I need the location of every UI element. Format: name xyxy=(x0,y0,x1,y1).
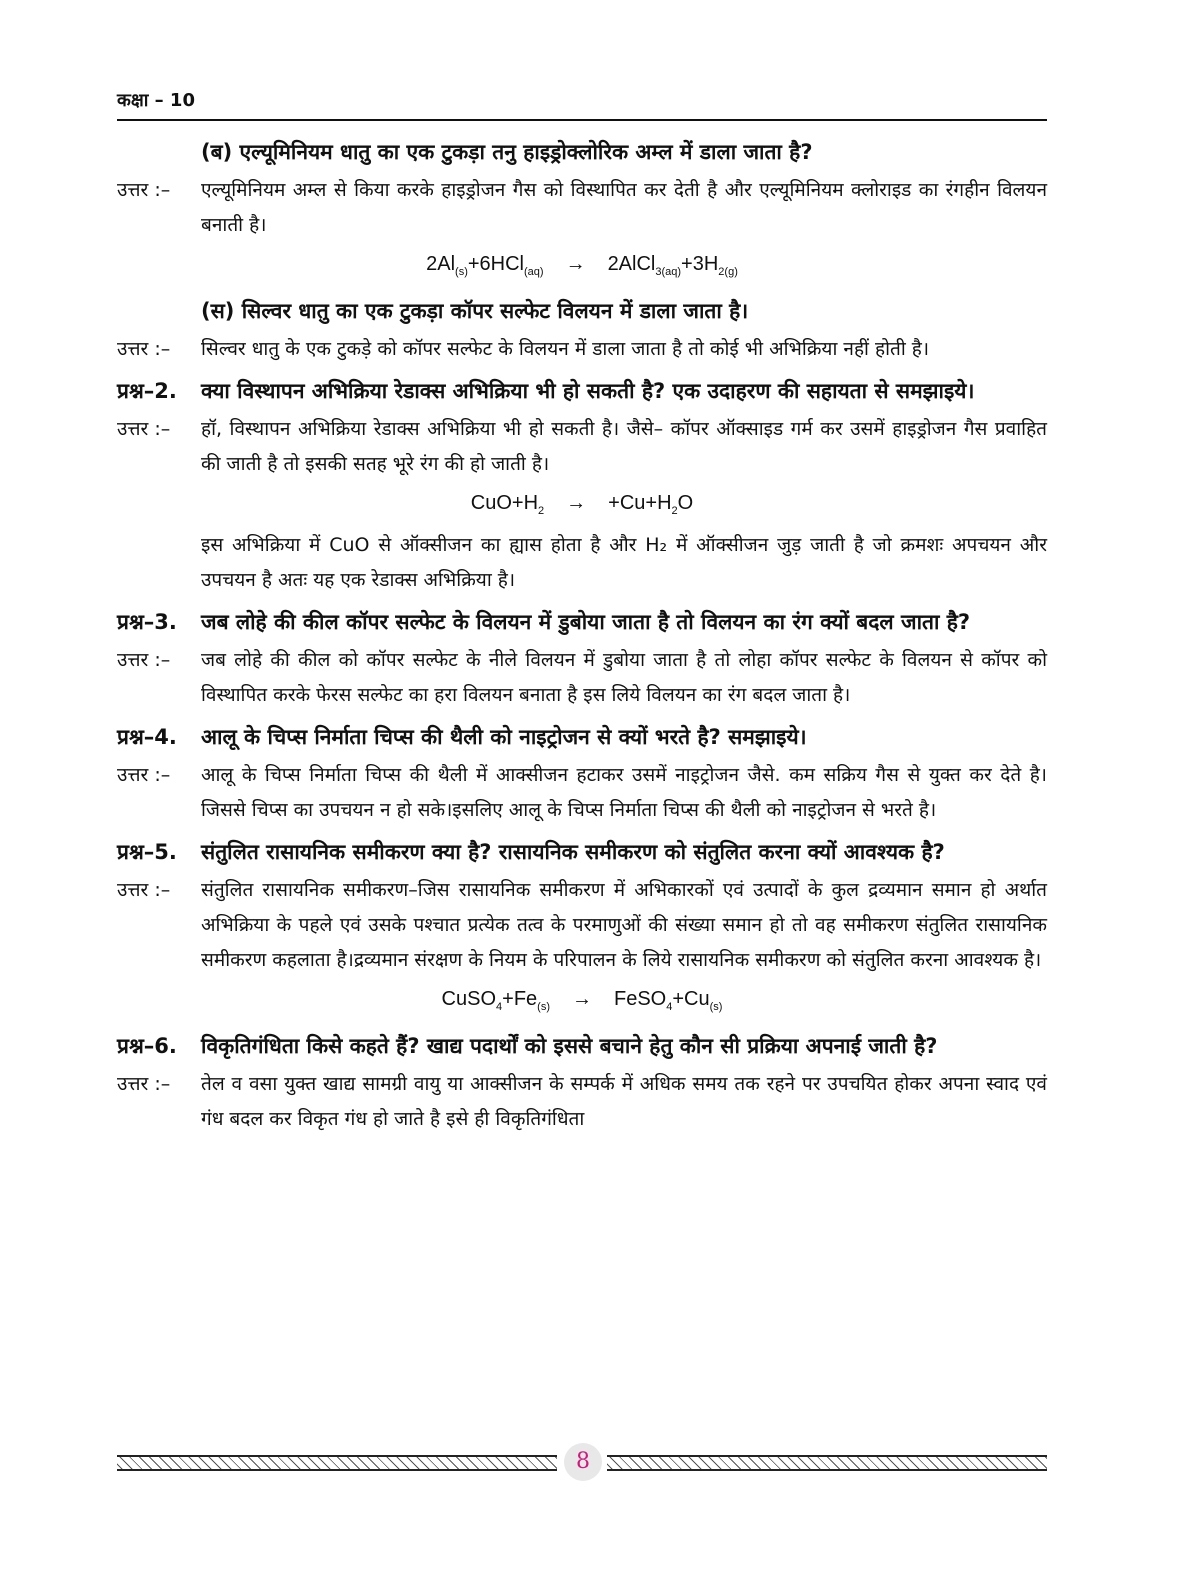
header-label: कक्षा – 10 xyxy=(117,90,195,111)
question xyxy=(117,835,1047,869)
arrow-icon: → xyxy=(572,988,592,1010)
answer-line: सिल्वर धातु के एक टुकड़े को कॉपर सल्फेट के विलयन में डाला जाता है तो कोई भी अभिक्रिया नहीं होती है। xyxy=(201,338,930,360)
arrow-icon: → xyxy=(565,253,586,275)
answer-label: उत्तर :– xyxy=(117,649,171,671)
equation-subscript: 2 xyxy=(671,505,678,517)
chemical-equation xyxy=(117,249,1047,287)
equation-term: CuO+H xyxy=(470,492,539,514)
equation-subscript: (s) xyxy=(709,1001,723,1013)
answer-label: उत्तर :– xyxy=(117,879,171,901)
question xyxy=(117,720,1047,754)
sub-question-text: (ब) एल्यूमिनियम धातु का एक टुकड़ा तनु हाइड्रोक्लोरिक अम्ल में डाला जाता है? xyxy=(201,140,813,164)
question-text: विकृतिगंधिता किसे कहते हैं? खाद्य पदार्थों को इससे बचाने हेतु कौन सी प्रक्रिया अपनाई जाती है? xyxy=(201,1034,938,1058)
equation-term: 2AlCl xyxy=(607,253,656,275)
answer-text xyxy=(201,1067,1047,1137)
sub-question xyxy=(201,294,1047,328)
equation-rhs xyxy=(607,253,738,278)
equation-term: O xyxy=(677,492,694,514)
arrow-icon: → xyxy=(566,492,587,514)
page-footer xyxy=(117,1445,1047,1479)
equation-lhs xyxy=(426,253,544,278)
sub-question xyxy=(201,135,1047,169)
chemical-equation xyxy=(117,984,1047,1022)
equation-term: 2Al xyxy=(426,253,456,275)
answer-line: जब लोहे की कील को कॉपर सल्फेट के नीले विलयन में डुबोया जाता है तो लोहा कॉपर सल्फेट के विलयन से कॉपर को विस्थापित करके फेरस सल्फेट का हरा विलयन बनाता है इस लिये विलयन का रंग बदल जाता है। xyxy=(201,649,1047,706)
question-label: प्रश्न–4. xyxy=(117,725,177,749)
equation-term: +6HCl xyxy=(467,253,524,275)
equation-subscript: 4 xyxy=(666,1001,673,1013)
question-label: प्रश्न–5. xyxy=(117,840,177,864)
question xyxy=(117,374,1047,408)
answer xyxy=(117,332,1047,367)
sub-question-text: (स) सिल्वर धातु का एक टुकड़ा कॉपर सल्फेट विलयन में डाला जाता है। xyxy=(201,299,749,323)
answer xyxy=(117,412,1047,482)
answer-line: आलू के चिप्स निर्माता चिप्स की थैली में आक्सीजन हटाकर उसमें नाइट्रोजन जैसे. कम सक्रिय गैस से युक्त कर देते है। जिससे चिप्स का उपचयन न हो सके।इसलिए आलू के चिप्स निर्माता चिप्स की थैली को नाइट्रोजन से भरते है। xyxy=(201,764,1047,821)
header-rule xyxy=(117,119,1047,121)
answer-line: संतुलित रासायनिक समीकरण–जिस रासायनिक समीकरण में अभिकारकों एवं उत्पादों के कुल द्रव्यमान समान हो अर्थात अभिक्रिया के पहले एवं उसके पश्चात प्रत्येक तत्व के परमाणुओं की संख्या समान हो तो वह समीकरण संतुलित रासायनिक समीकरण कहलाता है।द्रव्यमान संरक्षण के नियम के परिपालन के लिये रासायनिक समीकरण को संतुलित करना आवश्यक है। xyxy=(201,879,1047,971)
equation-term: +Cu+H xyxy=(608,492,672,514)
question-text: आलू के चिप्स निर्माता चिप्स की थैली को नाइट्रोजन से क्यों भरते है? समझाइये। xyxy=(201,725,807,749)
chemical-equation xyxy=(117,488,1047,526)
question-label: प्रश्न–6. xyxy=(117,1034,177,1058)
equation-term: +Fe xyxy=(502,988,538,1010)
equation-rhs xyxy=(614,988,723,1013)
equation-subscript: (s) xyxy=(455,266,468,278)
decorative-border-right xyxy=(607,1455,1047,1471)
equation-term: +Cu xyxy=(672,988,710,1010)
answer-label: उत्तर :– xyxy=(117,418,171,440)
equation-subscript: 2 xyxy=(538,505,545,517)
equation-subscript: 3(aq) xyxy=(655,266,682,278)
page-content xyxy=(117,128,1047,1137)
answer-label: उत्तर :– xyxy=(117,338,171,360)
question-text: संतुलित रासायनिक समीकरण क्या है? रासायनिक समीकरण को संतुलित करना क्यों आवश्यक है? xyxy=(201,840,945,864)
answer-text xyxy=(201,412,1047,482)
equation-lhs xyxy=(441,988,550,1013)
answer-line: हॉ, विस्थापन अभिक्रिया रेडाक्स अभिक्रिया भी हो सकती है। जैसे– कॉपर ऑक्साइड गर्म कर उसमें हाइड्रोजन गैस प्रवाहित की जाती है तो इसकी सतह भूरे रंग की हो जाती है। xyxy=(201,418,1047,475)
answer xyxy=(117,643,1047,713)
equation-term: FeSO xyxy=(614,988,667,1010)
answer-text xyxy=(201,643,1047,713)
equation-term: +3H xyxy=(681,253,719,275)
answer-label: उत्तर :– xyxy=(117,764,171,786)
equation-lhs xyxy=(470,492,545,517)
question-label: प्रश्न–3. xyxy=(117,610,177,634)
question xyxy=(117,605,1047,639)
answer xyxy=(117,173,1047,243)
answer xyxy=(117,1067,1047,1137)
answer-label: उत्तर :– xyxy=(117,1073,171,1095)
answer-line: तेल व वसा युक्त खाद्य सामग्री वायु या आक्सीजन के सम्पर्क में अधिक समय तक रहने पर उपचयित होकर अपना स्वाद एवं गंध बदल कर विकृत गंध हो जाते है इसे ही विकृतिगंधिता xyxy=(201,1073,1047,1130)
question xyxy=(117,1029,1047,1063)
question-text: जब लोहे की कील कॉपर सल्फेट के विलयन में डुबोया जाता है तो विलयन का रंग क्यों बदल जाता है? xyxy=(201,610,971,634)
page-number: 8 xyxy=(564,1443,602,1481)
answer-line: एल्यूमिनियम अम्ल से किया करके हाइड्रोजन गैस को विस्थापित कर देती है और एल्यूमिनियम क्लोराइड का रंगहीन विलयन बनाती है। xyxy=(201,179,1047,236)
equation-subscript: 4 xyxy=(496,1001,503,1013)
equation-subscript: 2(g) xyxy=(718,266,738,278)
equation-term: CuSO xyxy=(441,988,497,1010)
decorative-border-left xyxy=(117,1455,557,1471)
answer xyxy=(117,873,1047,978)
question-text: क्या विस्थापन अभिक्रिया रेडाक्स अभिक्रिया भी हो सकती है? एक उदाहरण की सहायता से समझाइये। xyxy=(201,379,975,403)
answer xyxy=(117,758,1047,828)
equation-rhs xyxy=(608,492,694,517)
equation-subscript: (s) xyxy=(537,1001,550,1013)
answer-text xyxy=(201,873,1047,978)
answer-text xyxy=(201,332,1047,367)
question-label: प्रश्न–2. xyxy=(117,379,177,403)
answer-text xyxy=(201,758,1047,828)
equation-subscript: (aq) xyxy=(524,266,544,278)
answer-text xyxy=(201,173,1047,243)
answer-label: उत्तर :– xyxy=(117,179,171,201)
paragraph: इस अभिक्रिया में CuO से ऑक्सीजन का ह्यास होता है और H₂ में ऑक्सीजन जुड़ जाती है जो क्रमशः अपचयन और उपचयन है अतः यह एक रेडाक्स अभिक्रिया है। xyxy=(201,534,1047,591)
